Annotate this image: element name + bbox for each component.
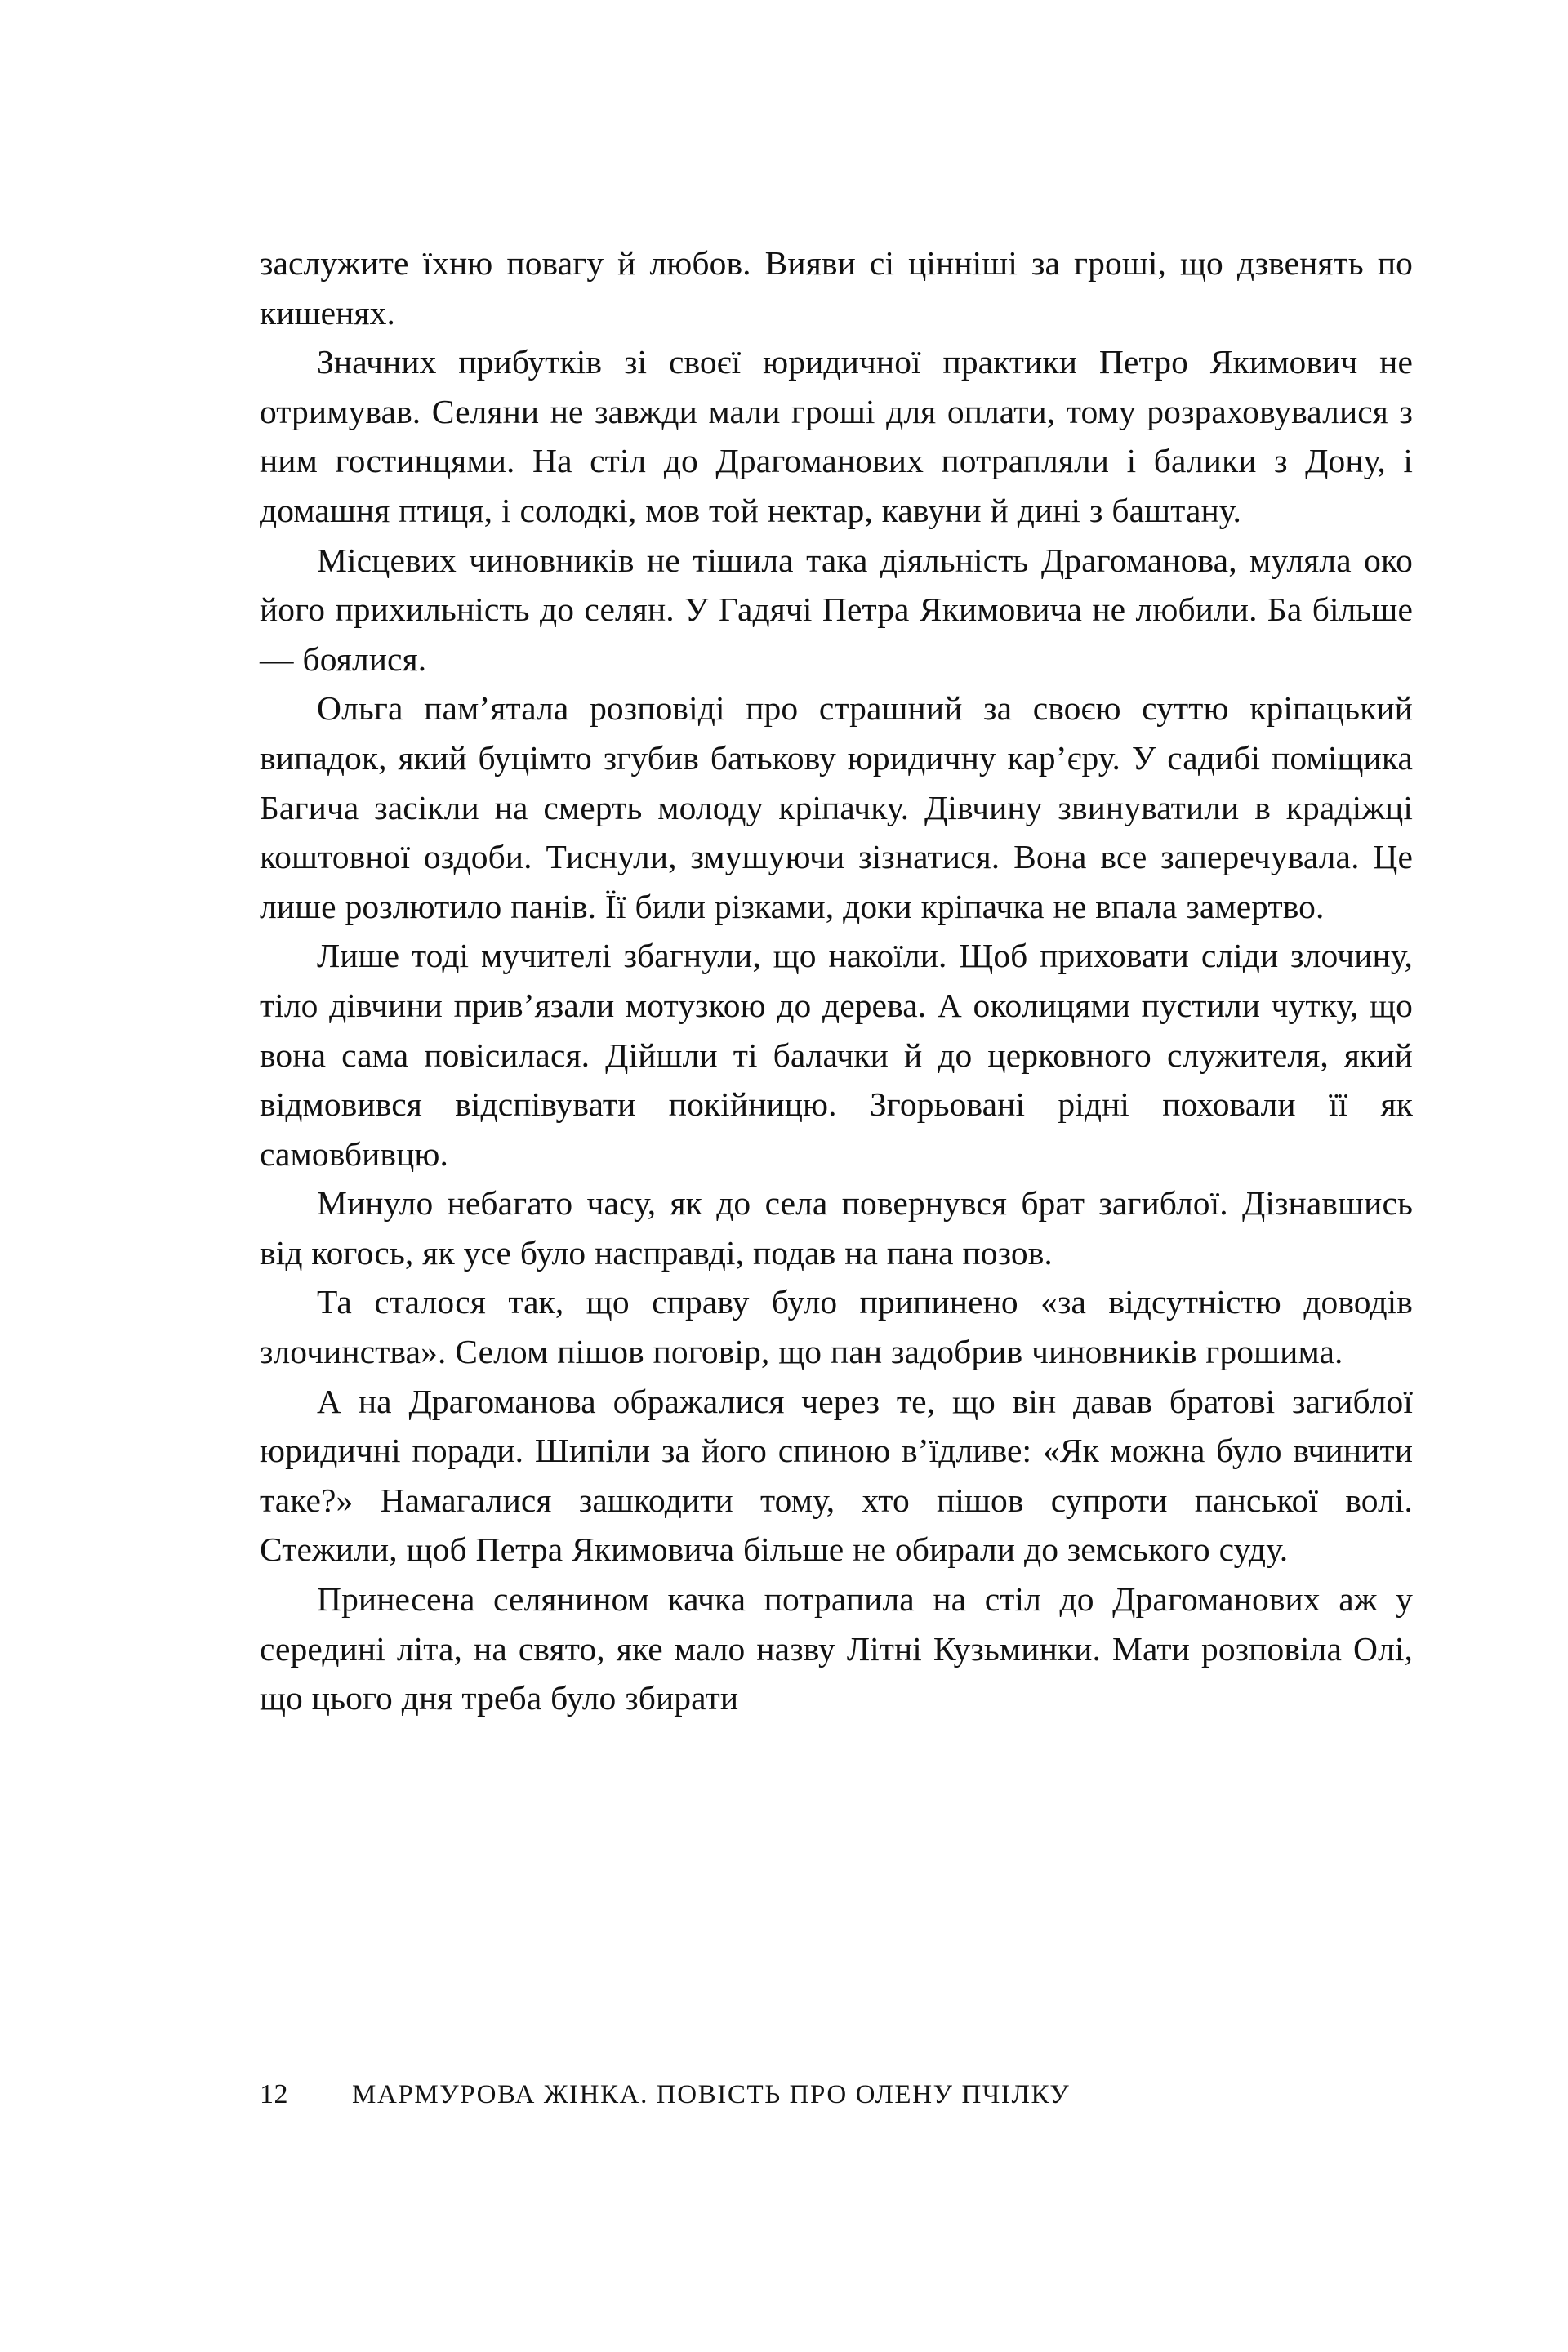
paragraph: заслужите їхню повагу й любов. Вияви сі цінніші за гроші, що дзвенять по кишенях. [260,244,1413,332]
page-text-block [260,238,1413,1723]
page-footer [260,2078,1413,2111]
paragraph: Значних прибутків зі своєї юридичної практики Петро Якимович не отримував. Селяни не завжди мали гроші для оплати, тому розраховувалися з ним гостинцями. На стіл до Драгоманових потрапляли і балики з Дону, і домашня птиця, і солодкі, мов той нектар, кавуни й дині з баштану. [260,343,1413,529]
paragraph: Минуло небагато часу, як до села повернувся брат загиблої. Дізнавшись від когось, як усе було насправді, подав на пана позов. [260,1184,1413,1272]
running-title: МАРМУРОВА ЖІНКА. ПОВІСТЬ ПРО ОЛЕНУ ПЧІЛКУ [352,2080,1071,2109]
page-number: 12 [260,2079,288,2109]
paragraph: Ольга пам’ятала розповіді про страшний за своєю суттю кріпацький випадок, який буцімто згубив батькову юридичну кар’єру. У садибі поміщика Багича засікли на смерть молоду кріпачку. Дівчину звинуватили в крадіжці коштовної оздоби. Тиснули, змушуючи зізнатися. Вона все заперечувала. Це лише розлютило панів. Її били різками, доки кріпачка не впала замертво. [260,689,1413,925]
paragraph: Та сталося так, що справу було припинено «за відсутністю доводів злочинства». Селом пішов поговір, що пан задобрив чиновників грошима. [260,1283,1413,1371]
paragraph: Місцевих чиновників не тішила така діяльність Драгоманова, муляла око його прихильність до селян. У Гадячі Петра Якимовича не любили. Ба більше — боялися. [260,541,1413,678]
paragraph: Принесена селянином качка потрапила на стіл до Драгоманових аж у середині літа, на свято, яке мало назву Літні Кузьминки. Мати розповіла Олі, що цього дня треба було збирати [260,1580,1413,1717]
paragraph: Лише тоді мучителі збагнули, що накоїли. Щоб приховати сліди злочину, тіло дівчини прив’язали мотузкою до дерева. А околицями пустили чутку, що вона сама повісилася. Дійшли ті балачки й до церковного служителя, який відмовився відспівувати покійницю. Згорьовані рідні поховали її як самовбивцю. [260,937,1413,1173]
paragraph: А на Драгоманова ображалися через те, що він давав братові загиблої юридичні поради. Шипіли за його спиною в’їдливе: «Як можна було вчинити таке?» Намагалися зашкодити тому, хто пішов супроти панської волі. Стежили, щоб Петра Якимовича більше не обирали до земського суду. [260,1382,1413,1569]
